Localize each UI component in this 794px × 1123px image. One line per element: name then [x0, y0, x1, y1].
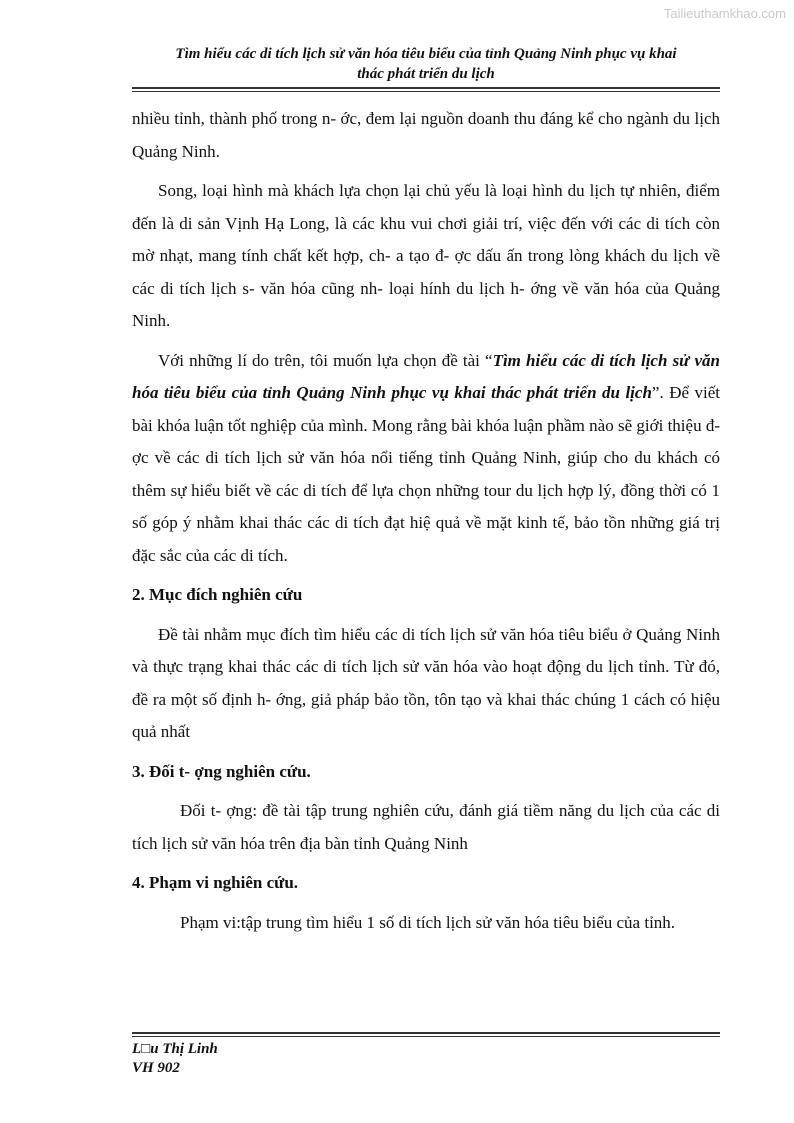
- paragraph-2: Song, loại hình mà khách lựa chọn lại chủ yếu là loại hình du lịch tự nhiên, điểm đến là di sản Vịnh Hạ Long, là các khu vui chơi giải trí, việc đến với các di tích còn mờ nhạt, mang tính chất kết hợp, ch- a tạo đ- ợc dấu ấn trong lòng khách du lịch về các di tích lịch s- văn hóa cũng nh- loại hính du lịch h- ớng về văn hóa của Quảng Ninh.: [132, 181, 720, 330]
- paragraph-3: [132, 345, 720, 573]
- footer-divider: [132, 1032, 720, 1034]
- paragraph-4: Đề tài nhằm mục đích tìm hiểu các di tích lịch sử văn hóa tiêu biểu ở Quảng Ninh và thực trạng khai thác các di tích lịch sử văn hóa vào hoạt động du lịch tỉnh. Từ đó, đề ra một số định h- ớng, giả pháp bảo tồn, tôn tạo và khai thác chúng 1 cách có hiệu quả nhất: [132, 624, 720, 741]
- footer-author: L□u Thị Linh: [132, 1041, 218, 1057]
- section-heading-2: 2. Mục đích nghiên cứu: [132, 585, 303, 604]
- paragraph-3-intro: Với những lí do trên, tôi muốn lựa chọn đề tài “: [158, 350, 493, 370]
- header-divider: [132, 87, 720, 89]
- watermark: Tailieuthamkhao.com: [663, 6, 786, 21]
- paragraph-6: Phạm vi:tập trung tìm hiểu 1 số di tích lịch sử văn hóa tiêu biểu của tỉnh.: [180, 912, 676, 932]
- document-body: [132, 103, 720, 939]
- section-heading-3: 3. Đối t- ợng nghiên cứu.: [132, 761, 311, 781]
- page-footer: [132, 1040, 218, 1078]
- footer-class: VH 902: [132, 1060, 180, 1076]
- header-title-line-2: thác phát triển du lịch: [357, 66, 495, 82]
- thesis-title: Tìm hiểu các di tích lịch sử văn hóa tiêu biểu của tỉnh Quảng Ninh phục vụ khai thác phát triển du lịch: [132, 350, 721, 402]
- header-divider-thin: [132, 91, 720, 92]
- section-heading-4: 4. Phạm vi nghiên cứu.: [132, 873, 299, 892]
- footer-divider-thin: [132, 1036, 720, 1037]
- paragraph-5: Đối t- ợng: đề tài tập trung nghiên cứu, đánh giá tiềm năng du lịch của các di tích lịch sử văn hóa trên địa bàn tỉnh Quảng Ninh: [132, 801, 720, 853]
- paragraph-1: nhiều tỉnh, thành phố trong n- ớc, đem lại nguồn doanh thu đáng kể cho ngành du lịch Quảng Ninh.: [132, 109, 720, 161]
- page-header: [132, 44, 720, 84]
- header-title-line-1: Tìm hiểu các di tích lịch sử văn hóa tiêu biểu của tỉnh Quảng Ninh phục vụ khai: [175, 46, 677, 62]
- paragraph-3-body: ”. Để viết bài khóa luận tốt nghiệp của mình. Mong rằng bài khóa luận phầm nào sẽ giới thiệu đ- ợc về các di tích lịch sử văn hóa nổi tiếng tỉnh Quảng Ninh, giúp cho du khách có thêm sự hiểu biết về các di tích để lựa chọn những tour du lịch hợp lý, đồng thời có 1 số góp ý nhằm khai thác các di tích đạt hiệ quả về mặt kinh tế, bảo tồn những giá trị đặc sắc của các di tích.: [132, 383, 721, 565]
